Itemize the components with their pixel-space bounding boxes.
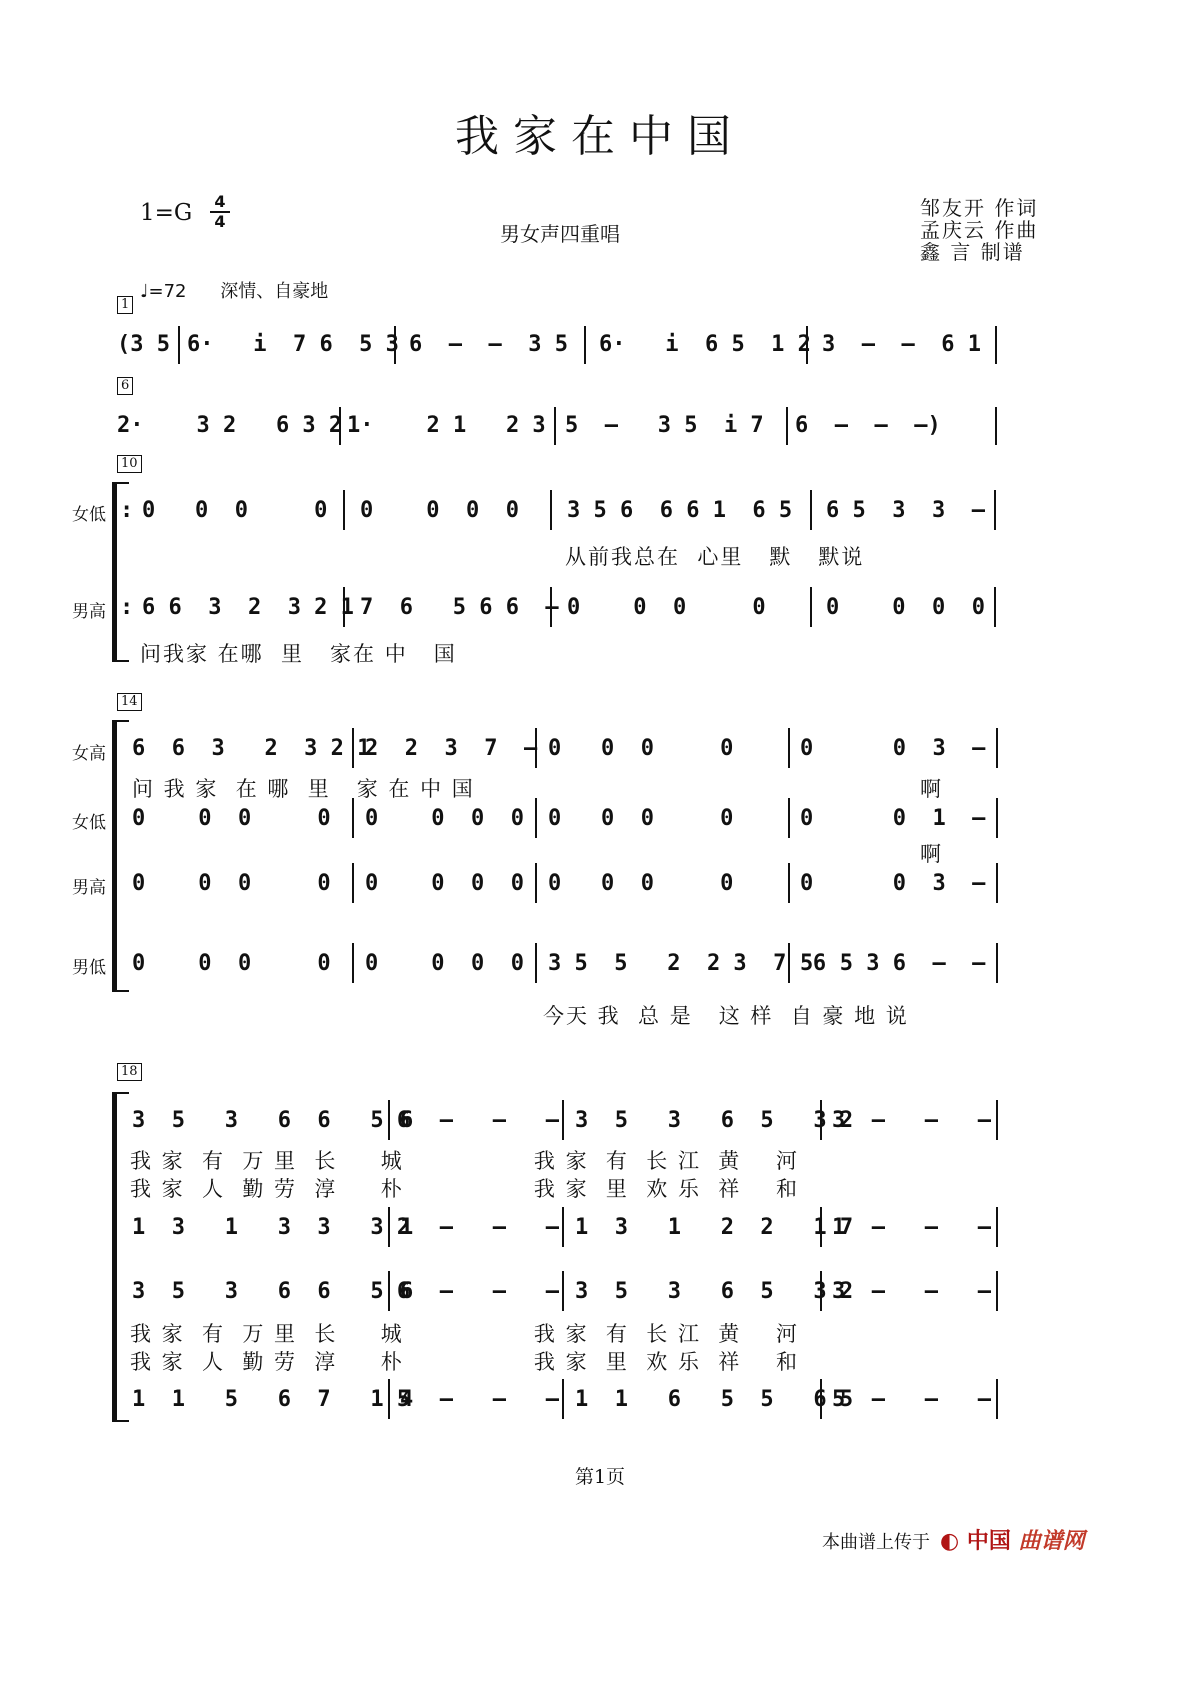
bar: 3 – – – xyxy=(832,1279,991,1304)
bar: 0 0 3 – xyxy=(800,736,986,761)
intro-bar: 2· 3 2 6 3 2 xyxy=(117,413,343,438)
voice-label-alto: 女低 xyxy=(72,505,106,525)
staff-tenor: : 6 6 3 2 3 2 1 7 6 5 6 6 – 0 0 0 0 0 0 0 0 xyxy=(120,587,1000,627)
barline xyxy=(820,1100,822,1140)
barline xyxy=(535,728,537,768)
page-title: 我家在中国 xyxy=(455,111,745,162)
barline xyxy=(339,407,341,445)
barline xyxy=(343,490,345,530)
bar: 2 2 3 7 – xyxy=(365,736,538,761)
voice-label-tenor: 男高 xyxy=(72,602,106,622)
barline xyxy=(996,943,998,983)
time-top: 4 xyxy=(214,192,226,211)
logo-text-a: 中国 xyxy=(966,1529,1011,1554)
bar: 3 5 3 6 5 3 2 xyxy=(575,1279,854,1304)
bar: 0 0 0 0 xyxy=(132,951,331,976)
voice-label-bass: 男低 xyxy=(72,958,106,978)
staff-soprano xyxy=(120,728,1000,768)
lyrics-soprano: 问 我 家 在 哪 里 家 在 中 国 xyxy=(132,777,475,801)
staff-lower-1 xyxy=(120,1271,1000,1311)
measure-number: 6 xyxy=(117,377,133,395)
intro-line-1 xyxy=(117,326,997,364)
barline xyxy=(994,587,996,627)
bar: 6 – – – xyxy=(400,1108,559,1133)
bar: 5 – – – xyxy=(832,1387,991,1412)
bar: 0 0 0 0 xyxy=(826,595,985,620)
bar: 0 0 0 0 xyxy=(360,498,519,523)
bar: 1 3 1 2 2 1 7 xyxy=(575,1215,854,1240)
barline xyxy=(788,798,790,838)
bar: 6 6 3 2 3 2 1 xyxy=(132,736,371,761)
expression-marking: 深情、自豪地 xyxy=(220,281,329,302)
page-number: 第1页 xyxy=(574,1466,626,1488)
bar: 0 0 1 – xyxy=(800,806,986,831)
bar: 1 – – – xyxy=(832,1215,991,1240)
measure-number: 1 xyxy=(117,296,133,314)
barline xyxy=(535,943,537,983)
subtitle: 男女声四重唱 xyxy=(500,222,620,246)
bar: 6 6 3 2 3 2 1 xyxy=(142,595,354,620)
barline xyxy=(388,1207,390,1247)
lyrics-verse-1: 我 家 有 万 里 长 城 我 家 有 长 江 黄 河 xyxy=(130,1149,800,1173)
barline xyxy=(535,798,537,838)
barline xyxy=(820,1271,822,1311)
barline xyxy=(352,798,354,838)
bar: 6 – – – xyxy=(400,1279,559,1304)
staff-bass xyxy=(120,943,1000,983)
key-signature: 1=G xyxy=(140,200,193,226)
intro-bar: 6· i 6 5 1 2 xyxy=(599,332,811,357)
barline xyxy=(788,863,790,903)
time-signature xyxy=(210,194,230,230)
barline xyxy=(788,943,790,983)
bar: 0 0 3 – xyxy=(800,871,986,896)
barline xyxy=(343,587,345,627)
barline xyxy=(995,407,997,445)
logo-text-b: 曲谱网 xyxy=(1018,1529,1085,1554)
barline xyxy=(388,1100,390,1140)
voice-label-tenor: 男高 xyxy=(72,878,106,898)
bar: 0 0 0 0 xyxy=(365,871,524,896)
staff-alto: : 0 0 0 0 0 0 0 0 3 5 6 6 6 1 6 5 6 5 3 3 – xyxy=(120,490,1000,530)
barline xyxy=(535,863,537,903)
barline xyxy=(996,1100,998,1140)
barline xyxy=(820,1207,822,1247)
barline xyxy=(995,326,997,364)
bar: 1 3 1 3 3 3 2 xyxy=(132,1215,411,1240)
barline xyxy=(806,326,808,364)
tempo-marking xyxy=(140,277,328,303)
barline xyxy=(562,1379,564,1419)
staff-upper-1 xyxy=(120,1100,1000,1140)
bar: 6 5 3 3 – xyxy=(826,498,985,523)
bar: 1 – – – xyxy=(400,1215,559,1240)
barline xyxy=(996,728,998,768)
barline xyxy=(550,587,552,627)
bar: 0 0 0 0 xyxy=(567,595,766,620)
intro-bar: 1· 2 1 2 3 xyxy=(347,413,546,438)
bar: 0 0 0 0 xyxy=(548,736,734,761)
barline xyxy=(996,863,998,903)
tempo-value: ♩=72 xyxy=(140,281,187,302)
bar: 0 0 0 0 xyxy=(365,806,524,831)
barline xyxy=(810,490,812,530)
lyrics-alto: 从前我总在 心里 默 默说 xyxy=(565,545,865,569)
barline xyxy=(352,943,354,983)
voice-label-soprano: 女高 xyxy=(72,744,106,764)
bar: 1 1 6 5 5 6 5 xyxy=(575,1387,854,1412)
credit-transcriber: 鑫 言 制谱 xyxy=(920,240,1025,264)
lyrics-tenor: 问我家 在哪 里 家在 中 国 xyxy=(140,642,457,666)
site-logo[interactable] xyxy=(940,1524,1085,1555)
barline xyxy=(996,1207,998,1247)
barline xyxy=(562,1100,564,1140)
bar: 3 – – – xyxy=(832,1108,991,1133)
system-bracket xyxy=(112,1092,129,1422)
measure-number: 14 xyxy=(117,693,142,711)
intro-bar: 5 – 3 5 i 7 xyxy=(565,413,764,438)
intro-bar: 6 – – –) xyxy=(795,413,941,438)
staff-lower-2 xyxy=(120,1379,1000,1419)
measure-number: 10 xyxy=(117,455,142,473)
barline xyxy=(388,1271,390,1311)
upload-note: 本曲谱上传于 xyxy=(822,1532,930,1553)
bar: 3 5 3 6 6 5 6 xyxy=(132,1108,411,1133)
barline xyxy=(996,798,998,838)
measure-number: 18 xyxy=(117,1063,142,1081)
barline xyxy=(178,326,180,364)
barline xyxy=(788,728,790,768)
bar: 3 5 3 6 5 3 2 xyxy=(575,1108,854,1133)
bar: 0 0 0 0 xyxy=(132,871,331,896)
barline xyxy=(388,1379,390,1419)
bar: 0 0 0 0 xyxy=(132,806,331,831)
barline xyxy=(550,490,552,530)
staff-alto xyxy=(120,798,1000,838)
staff-tenor xyxy=(120,863,1000,903)
barline xyxy=(562,1207,564,1247)
time-bottom: 4 xyxy=(214,212,226,231)
barline xyxy=(352,728,354,768)
barline xyxy=(584,326,586,364)
lyrics-bass: 今天 我 总 是 这 样 自 豪 地 说 xyxy=(543,1004,909,1028)
barline xyxy=(554,407,556,445)
intro-bar: 6· i 7 6 5 3 xyxy=(187,332,399,357)
barline xyxy=(352,863,354,903)
bar: 0 0 0 0 xyxy=(548,871,734,896)
lyrics-verse-2: 我 家 人 勤 劳 淳 朴 我 家 里 欢 乐 祥 和 xyxy=(130,1177,800,1201)
barline xyxy=(994,490,996,530)
barline xyxy=(820,1379,822,1419)
barline xyxy=(996,1271,998,1311)
bar: 1 1 5 6 7 1 5 xyxy=(132,1387,411,1412)
barline xyxy=(786,407,788,445)
bar: 5 5 3 6 – – xyxy=(800,951,986,976)
lyrics-verse-1-lower: 我 家 有 万 里 长 城 我 家 有 长 江 黄 河 xyxy=(130,1322,800,1346)
logo-icon: ◐ xyxy=(940,1529,960,1554)
barline xyxy=(810,587,812,627)
staff-upper-2 xyxy=(120,1207,1000,1247)
lyrics-alto-end: 啊 xyxy=(920,842,943,866)
bar: 3 5 5 2 2 3 7 6 xyxy=(548,951,827,976)
lyrics-verse-2-lower: 我 家 人 勤 劳 淳 朴 我 家 里 欢 乐 祥 和 xyxy=(130,1350,800,1374)
intro-bar: 3 – – 6 1 xyxy=(822,332,981,357)
bar: 0 0 0 0 xyxy=(142,498,328,523)
intro-line-2 xyxy=(117,407,997,445)
bar: 4 – – – xyxy=(400,1387,559,1412)
intro-bar: 6 – – 3 5 xyxy=(409,332,568,357)
voice-label-alto: 女低 xyxy=(72,813,106,833)
lyrics-soprano-end: 啊 xyxy=(920,777,943,801)
barline xyxy=(562,1271,564,1311)
barline xyxy=(996,1379,998,1419)
bar: 0 0 0 0 xyxy=(365,951,524,976)
credit-lyricist: 邹友开 作词 xyxy=(920,196,1039,220)
intro-bar: (3 5 xyxy=(117,332,170,357)
bar: 3 5 6 6 6 1 6 5 xyxy=(567,498,793,523)
bar: 7 6 5 6 6 – xyxy=(360,595,559,620)
barline xyxy=(394,326,396,364)
bar: 0 0 0 0 xyxy=(548,806,734,831)
credit-composer: 孟庆云 作曲 xyxy=(920,218,1039,242)
bar: 3 5 3 6 6 5 6 xyxy=(132,1279,411,1304)
